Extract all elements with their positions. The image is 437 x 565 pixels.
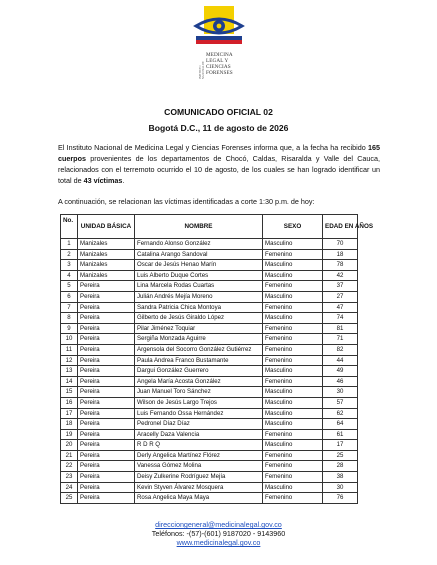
- cell-name: Rosa Angelica Maya Maya: [135, 493, 263, 504]
- cell-age: 18: [323, 249, 358, 260]
- cell-age: 25: [323, 450, 358, 461]
- table-row: [61, 366, 358, 377]
- cell-sex: Masculino: [263, 482, 323, 493]
- table-header-row: [61, 215, 358, 239]
- cell-no: 20: [61, 440, 78, 451]
- cell-sex: Femenino: [263, 281, 323, 292]
- cell-sex: Femenino: [263, 249, 323, 260]
- cell-no: 2: [61, 249, 78, 260]
- cell-sex: Masculino: [263, 419, 323, 430]
- table-row: [61, 260, 358, 271]
- cell-unit: Pereira: [78, 291, 135, 302]
- phone-numbers: Teléfonos: -(57)-(601) 9187020 - 9143960: [151, 529, 286, 538]
- logo-side-text: INSTITUTO NACIONAL DE: [199, 61, 205, 79]
- cell-unit: Pereira: [78, 440, 135, 451]
- table-row: [61, 387, 358, 398]
- intro-text: .: [122, 176, 125, 185]
- cell-name: Dargui González Guerrero: [135, 366, 263, 377]
- cell-no: 5: [61, 281, 78, 292]
- cell-no: 23: [61, 472, 78, 483]
- cell-age: 30: [323, 482, 358, 493]
- cell-sex: Femenino: [263, 302, 323, 313]
- cell-no: 18: [61, 419, 78, 430]
- cell-no: 10: [61, 334, 78, 345]
- table-row: [61, 376, 358, 387]
- cell-age: 81: [323, 323, 358, 334]
- cell-sex: Masculino: [263, 260, 323, 271]
- cell-sex: Masculino: [263, 270, 323, 281]
- logo-line: LEGAL Y: [206, 58, 229, 65]
- cell-unit: Manizales: [78, 270, 135, 281]
- table-row: [61, 397, 358, 408]
- cell-sex: Masculino: [263, 366, 323, 377]
- cell-age: 42: [323, 270, 358, 281]
- table-row: [61, 344, 358, 355]
- table-intro-paragraph: A continuación, se relacionan las víctimas identificadas a corte 1:30 p.m. de hoy:: [58, 197, 315, 206]
- cell-unit: Pereira: [78, 334, 135, 345]
- table-row: [61, 270, 358, 281]
- cell-sex: Masculino: [263, 387, 323, 398]
- cell-age: 70: [323, 239, 358, 250]
- cell-name: Argensola del Socorro González Gutiérrez: [135, 344, 263, 355]
- cell-no: 25: [61, 493, 78, 504]
- cell-name: Wilson de Jesús Largo Trejos: [135, 397, 263, 408]
- table-row: [61, 440, 358, 451]
- cell-unit: Manizales: [78, 249, 135, 260]
- cell-age: 62: [323, 408, 358, 419]
- cell-no: 1: [61, 239, 78, 250]
- table-row: [61, 291, 358, 302]
- cell-no: 17: [61, 408, 78, 419]
- table-row: [61, 355, 358, 366]
- cell-no: 7: [61, 302, 78, 313]
- table-row: [61, 482, 358, 493]
- cell-age: 38: [323, 472, 358, 483]
- email-link[interactable]: direcciongeneral@medicinalegal.gov.co: [155, 520, 282, 529]
- logo-wordmark: [206, 52, 252, 76]
- cell-sex: Masculino: [263, 397, 323, 408]
- cell-name: Luis Fernando Ossa Hernández: [135, 408, 263, 419]
- cell-unit: Pereira: [78, 323, 135, 334]
- cell-sex: Femenino: [263, 450, 323, 461]
- cell-name: Paula Andrea Franco Bustamante: [135, 355, 263, 366]
- cell-unit: Pereira: [78, 472, 135, 483]
- institution-logo: [186, 6, 252, 82]
- cell-sex: Femenino: [263, 355, 323, 366]
- table-row: [61, 302, 358, 313]
- cell-name: Sergiña Monzada Aguirre: [135, 334, 263, 345]
- table-row: [61, 334, 358, 345]
- cell-unit: Manizales: [78, 239, 135, 250]
- table-row: [61, 313, 358, 324]
- cell-name: Kevin Styven Álvarez Mosquera: [135, 482, 263, 493]
- cell-age: 44: [323, 355, 358, 366]
- cell-unit: Pereira: [78, 450, 135, 461]
- cell-no: 16: [61, 397, 78, 408]
- cell-name: Oscar de Jesús Henao Marín: [135, 260, 263, 271]
- cell-age: 71: [323, 334, 358, 345]
- cell-name: Sandra Patricia Chica Montoya: [135, 302, 263, 313]
- table-row: [61, 323, 358, 334]
- cell-age: 74: [323, 313, 358, 324]
- document-title: COMUNICADO OFICIAL 02: [164, 107, 273, 117]
- cell-unit: Pereira: [78, 397, 135, 408]
- table-row: [61, 450, 358, 461]
- cell-sex: Femenino: [263, 376, 323, 387]
- website-link[interactable]: www.medicinalegal.gov.co: [176, 538, 261, 547]
- cell-name: Angela María Acosta González: [135, 376, 263, 387]
- cell-age: 64: [323, 419, 358, 430]
- cell-unit: Pereira: [78, 355, 135, 366]
- cell-name: Gilberto de Jesús Giraldo López: [135, 313, 263, 324]
- header-no: No.: [61, 215, 78, 239]
- cell-name: Catalina Arango Sandoval: [135, 249, 263, 260]
- cell-name: Vanessa Gómez Molina: [135, 461, 263, 472]
- intro-text: El Instituto Nacional de Medicina Legal y Ciencias Forenses informa que, a la fecha ha recibido: [58, 143, 368, 152]
- cell-sex: Masculino: [263, 440, 323, 451]
- table-row: [61, 472, 358, 483]
- intro-paragraph: [58, 142, 380, 186]
- document-date: Bogotá D.C., 11 de agosto de 2026: [148, 123, 289, 133]
- cell-no: 11: [61, 344, 78, 355]
- cell-age: 78: [323, 260, 358, 271]
- cell-sex: Femenino: [263, 323, 323, 334]
- cell-unit: Manizales: [78, 260, 135, 271]
- cell-age: 37: [323, 281, 358, 292]
- cell-no: 9: [61, 323, 78, 334]
- cell-sex: Masculino: [263, 239, 323, 250]
- cell-age: 17: [323, 440, 358, 451]
- table-row: [61, 249, 358, 260]
- cell-name: Deisy Zulkerine Rodríguez Mejía: [135, 472, 263, 483]
- cell-no: 4: [61, 270, 78, 281]
- cell-no: 22: [61, 461, 78, 472]
- header-unit: UNIDAD BÁSICA: [78, 215, 135, 239]
- cell-age: 30: [323, 387, 358, 398]
- cell-age: 28: [323, 461, 358, 472]
- cell-unit: Pereira: [78, 429, 135, 440]
- cell-age: 49: [323, 366, 358, 377]
- cell-name: Aracelly Daza Valencia: [135, 429, 263, 440]
- table-row: [61, 493, 358, 504]
- cell-unit: Pereira: [78, 408, 135, 419]
- cell-name: Lina Marcela Rodas Cuartas: [135, 281, 263, 292]
- cell-no: 8: [61, 313, 78, 324]
- cell-unit: Pereira: [78, 344, 135, 355]
- cell-sex: Masculino: [263, 291, 323, 302]
- cell-no: 12: [61, 355, 78, 366]
- cell-age: 46: [323, 376, 358, 387]
- cell-name: R D R Q: [135, 440, 263, 451]
- cell-unit: Pereira: [78, 366, 135, 377]
- eye-scale-logo-icon: [186, 6, 252, 50]
- cell-age: 27: [323, 291, 358, 302]
- cell-sex: Masculino: [263, 408, 323, 419]
- cell-age: 47: [323, 302, 358, 313]
- logo-line: CIENCIAS: [206, 64, 231, 71]
- cell-name: Julián Andrés Mejía Moreno: [135, 291, 263, 302]
- cell-sex: Femenino: [263, 461, 323, 472]
- cell-sex: Femenino: [263, 334, 323, 345]
- table-row: [61, 429, 358, 440]
- cell-no: 15: [61, 387, 78, 398]
- cell-name: Derly Angelica Martínez Flórez: [135, 450, 263, 461]
- logo-line: MEDICINA: [206, 52, 233, 58]
- cell-unit: Pereira: [78, 376, 135, 387]
- cell-age: 61: [323, 429, 358, 440]
- cell-sex: Femenino: [263, 429, 323, 440]
- cell-name: Luis Alberto Duque Cortes: [135, 270, 263, 281]
- cell-sex: Femenino: [263, 472, 323, 483]
- table-row: [61, 239, 358, 250]
- header-name: NOMBRE: [135, 215, 263, 239]
- cell-unit: Pereira: [78, 281, 135, 292]
- table-row: [61, 281, 358, 292]
- cell-no: 14: [61, 376, 78, 387]
- cell-no: 6: [61, 291, 78, 302]
- intro-text: provenientes de los departamentos de Chocó, Caldas, Risaralda y Valle del Cauca, relacionados con el terremoto ocurrido el 10 de agosto, de los cuales se han logrado identificar un total de: [58, 154, 380, 185]
- header-sex: SEXO: [263, 215, 323, 239]
- bodies-count: 165 cuerpos: [58, 143, 380, 163]
- cell-unit: Pereira: [78, 302, 135, 313]
- cell-age: 76: [323, 493, 358, 504]
- cell-name: Fernando Alonso González: [135, 239, 263, 250]
- cell-unit: Pereira: [78, 482, 135, 493]
- cell-unit: Pereira: [78, 461, 135, 472]
- cell-sex: Femenino: [263, 493, 323, 504]
- cell-sex: Masculino: [263, 313, 323, 324]
- cell-name: Pedronel Díaz Díaz: [135, 419, 263, 430]
- table-row: [61, 408, 358, 419]
- logo-line: FORENSES: [206, 70, 233, 77]
- table-row: [61, 419, 358, 430]
- victims-table: [60, 214, 374, 504]
- cell-name: Juan Manuel Toro Sánchez: [135, 387, 263, 398]
- victims-count: 43 víctimas: [83, 176, 123, 185]
- cell-no: 3: [61, 260, 78, 271]
- header-age: EDAD EN AÑOS: [323, 215, 358, 239]
- cell-unit: Pereira: [78, 493, 135, 504]
- cell-unit: Pereira: [78, 419, 135, 430]
- cell-no: 13: [61, 366, 78, 377]
- cell-no: 21: [61, 450, 78, 461]
- cell-unit: Pereira: [78, 313, 135, 324]
- cell-sex: Femenino: [263, 344, 323, 355]
- cell-no: 24: [61, 482, 78, 493]
- cell-age: 57: [323, 397, 358, 408]
- table-row: [61, 461, 358, 472]
- cell-unit: Pereira: [78, 387, 135, 398]
- cell-name: Pilar Jiménez Toquiar: [135, 323, 263, 334]
- cell-age: 82: [323, 344, 358, 355]
- cell-no: 19: [61, 429, 78, 440]
